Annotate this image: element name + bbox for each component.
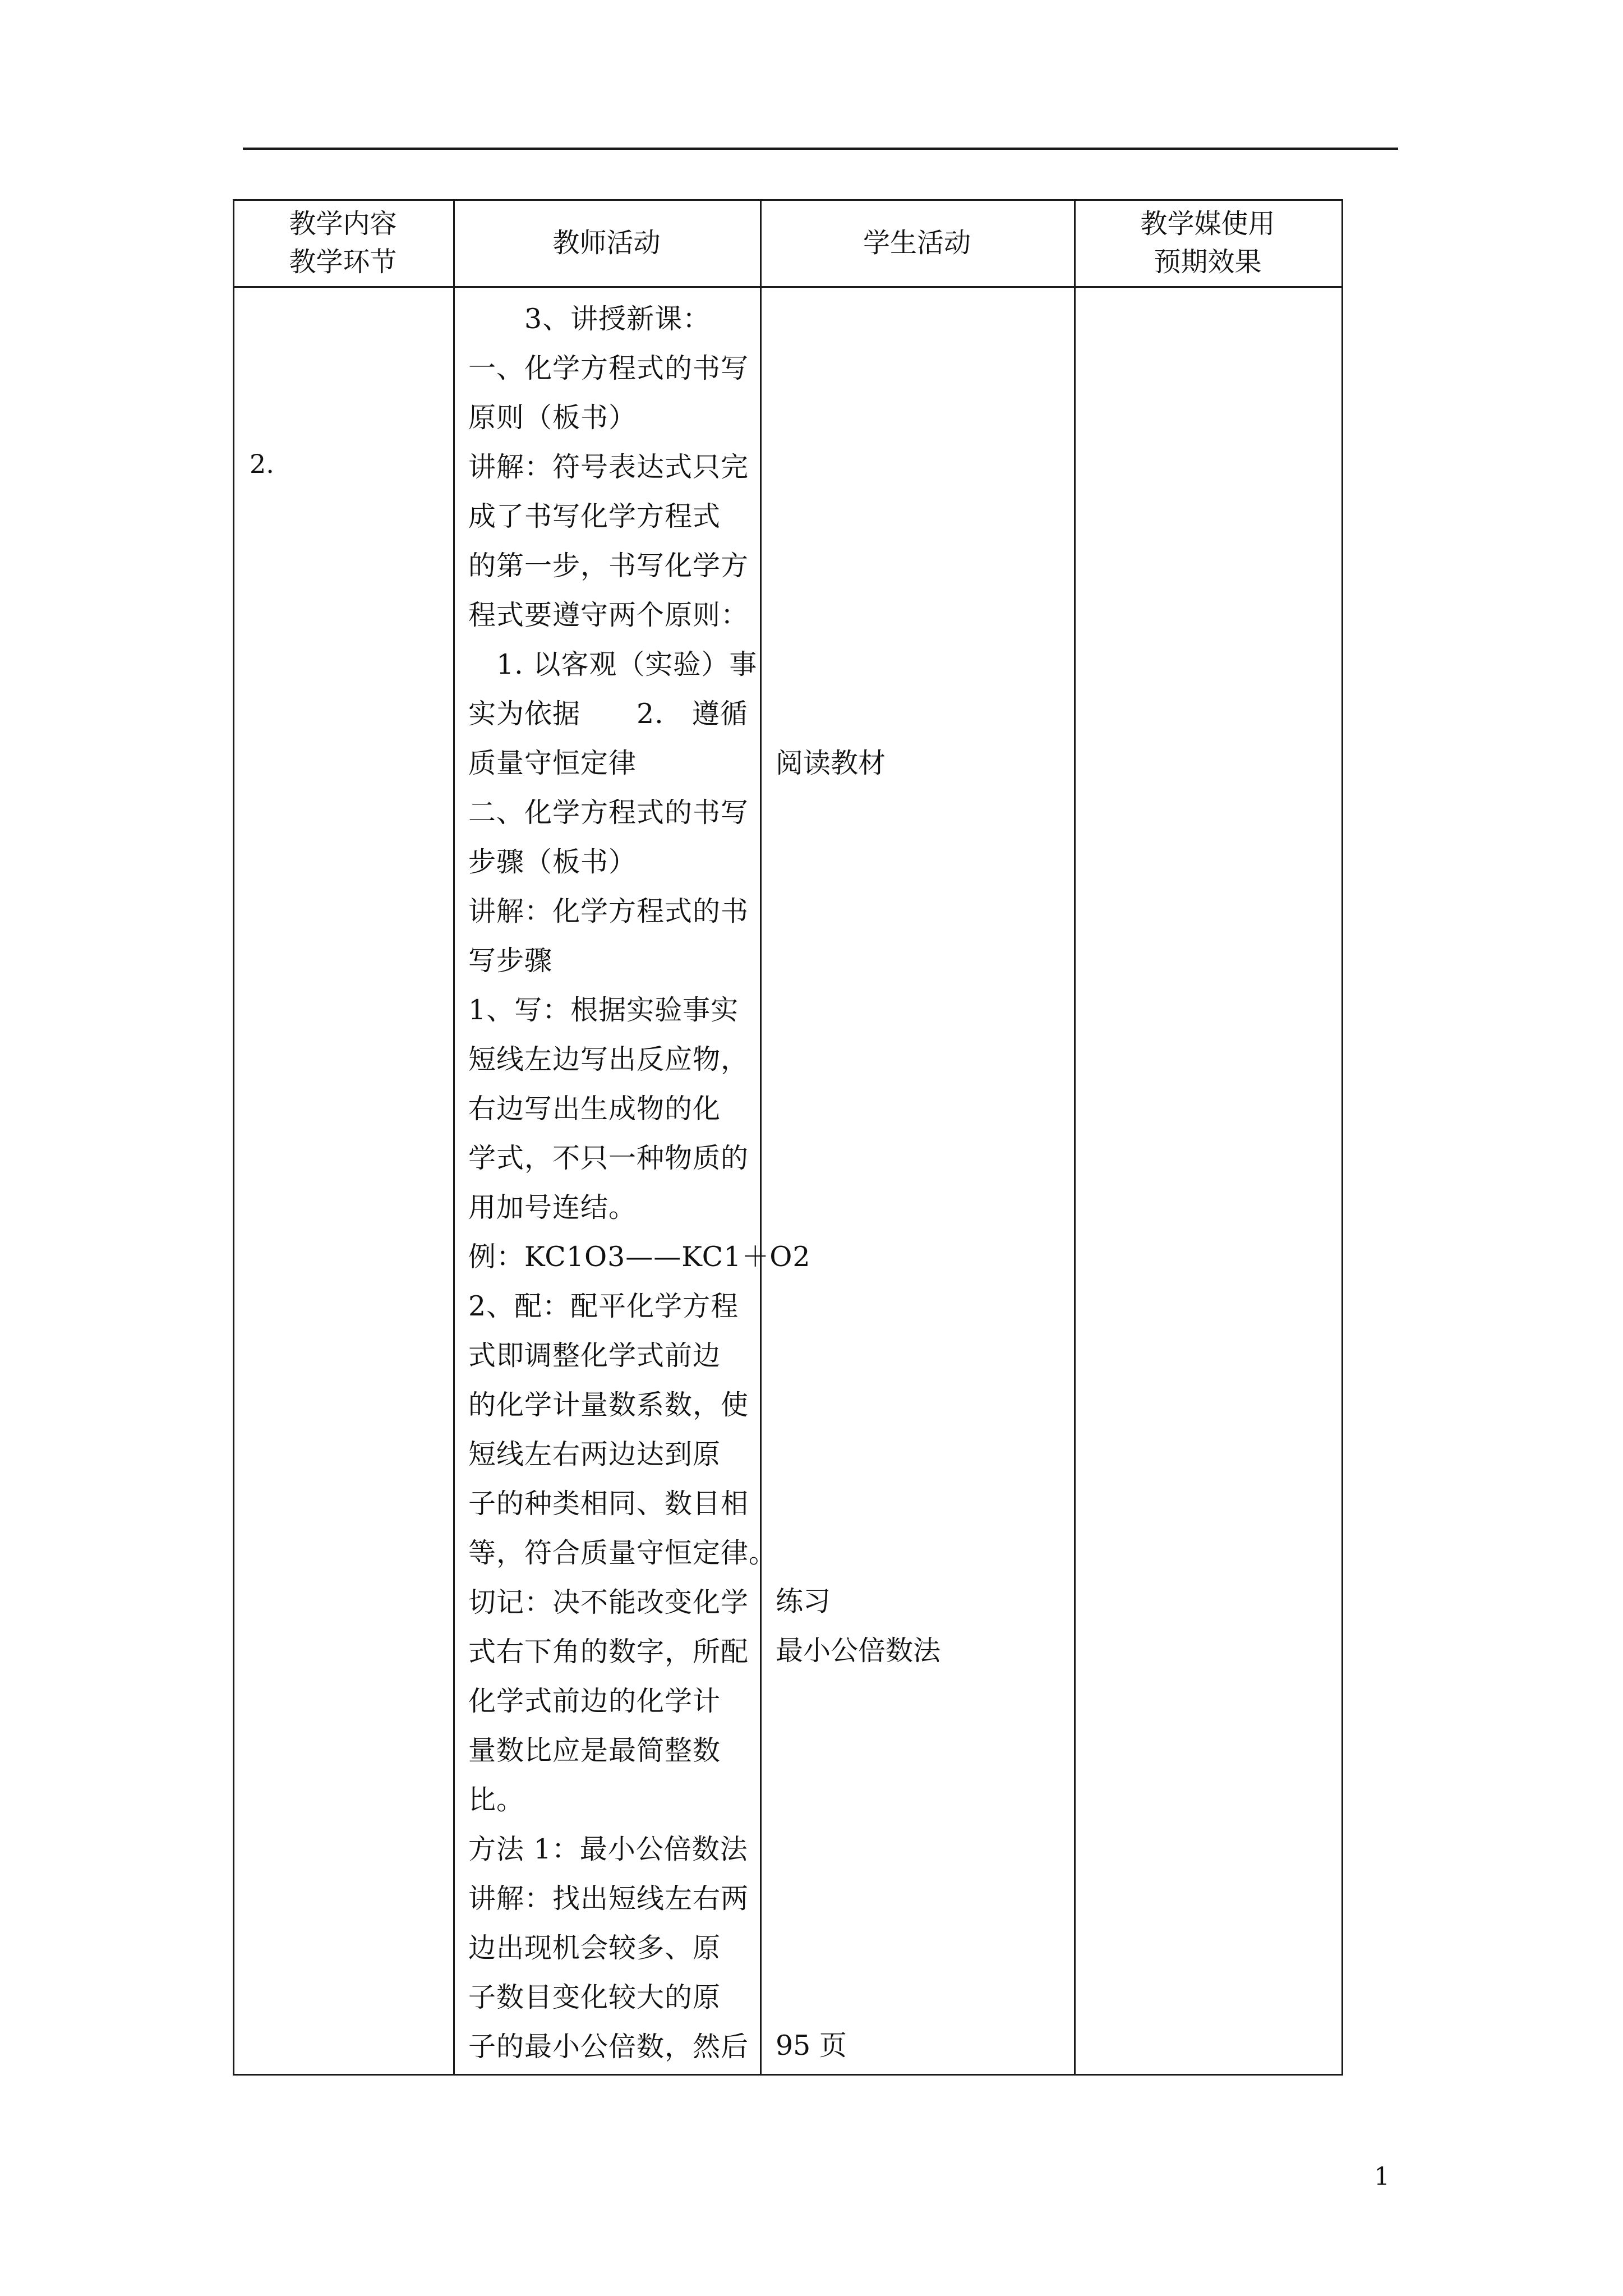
header-cell-teacher bbox=[453, 199, 760, 286]
teacher-activity-line: 式右下角的数字，所配 bbox=[468, 1636, 749, 1668]
teacher-activity-line: 方法 1：最小公倍数法 bbox=[468, 1833, 748, 1865]
header-stage-label: 教学环节 bbox=[289, 246, 397, 278]
student-practice-text: 练习 bbox=[776, 1585, 831, 1617]
teacher-activity-line: 子的最小公倍数，然后 bbox=[468, 2031, 749, 2063]
teacher-activity-line: 3、讲授新课： bbox=[468, 303, 711, 335]
table-border-bottom bbox=[233, 2074, 1343, 2076]
header-rule bbox=[243, 148, 1398, 150]
header-content-label: 教学内容 bbox=[289, 208, 397, 240]
student-activity-read bbox=[776, 739, 1056, 788]
column-divider-2 bbox=[760, 199, 762, 2076]
header-effect-label: 预期效果 bbox=[1154, 246, 1262, 278]
section-number: 2. bbox=[250, 449, 274, 479]
header-media-label: 教学媒使用 bbox=[1140, 208, 1275, 240]
teacher-activity-line: 步骤（板书） bbox=[468, 846, 637, 878]
teacher-activity-line: 右边写出生成物的化 bbox=[468, 1093, 721, 1125]
header-student-label: 学生活动 bbox=[863, 227, 971, 259]
teacher-activity-line: 子数目变化较大的原 bbox=[468, 1981, 721, 2013]
header-divider bbox=[233, 286, 1343, 288]
student-method-text: 最小公倍数法 bbox=[776, 1635, 941, 1667]
teacher-activity-line: 子的种类相同、数目相 bbox=[468, 1488, 749, 1520]
teacher-activity-line: 1. 以客观（实验）事 bbox=[468, 648, 758, 680]
lesson-plan-table bbox=[233, 199, 1343, 2076]
column-divider-3 bbox=[1074, 199, 1076, 2076]
table-border-right bbox=[1341, 199, 1343, 2076]
teacher-activity-line: 的化学计量数系数，使 bbox=[468, 1389, 749, 1421]
student-read-text: 阅读教材 bbox=[776, 747, 886, 779]
column-divider-1 bbox=[453, 199, 455, 2076]
teacher-activity-line: 讲解：找出短线左右两 bbox=[468, 1883, 749, 1915]
teacher-activity-line: 边出现机会较多、原 bbox=[468, 1932, 721, 1964]
student-activity-page bbox=[776, 2021, 1056, 2070]
teacher-activity-line: 成了书写化学方程式 bbox=[468, 500, 721, 532]
page-number: 1 bbox=[1374, 2162, 1390, 2191]
teacher-activity-line: 例：KC1O3——KC1＋O2 bbox=[468, 1241, 811, 1273]
teacher-activity-line: 2、配：配平化学方程 bbox=[468, 1290, 739, 1322]
table-border-left bbox=[233, 199, 234, 2076]
teacher-activity-line: 一、化学方程式的书写 bbox=[468, 352, 749, 384]
header-cell-student bbox=[760, 199, 1074, 286]
header-cell-content bbox=[233, 199, 453, 286]
header-teacher-label: 教师活动 bbox=[552, 227, 661, 259]
teacher-activity-line: 比。 bbox=[468, 1784, 525, 1816]
teacher-activity-line: 用加号连结。 bbox=[468, 1191, 637, 1223]
student-page-text: 95 页 bbox=[776, 2030, 847, 2062]
teacher-activity-line: 切记：决不能改变化学 bbox=[468, 1586, 749, 1618]
teacher-activity-line: 短线左右两边达到原 bbox=[468, 1438, 721, 1470]
teacher-activity-line: 量数比应是最简整数 bbox=[468, 1734, 721, 1766]
teacher-activity-line: 1、写：根据实验事实 bbox=[468, 994, 739, 1026]
teacher-activity-line: 学式，不只一种物质的 bbox=[468, 1142, 749, 1174]
teacher-activity-line: 讲解：符号表达式只完 bbox=[468, 451, 749, 483]
teacher-activity-line: 程式要遵守两个原则： bbox=[468, 599, 749, 631]
teacher-activity-line: 原则（板书） bbox=[468, 402, 637, 434]
teacher-activity-line: 二、化学方程式的书写 bbox=[468, 797, 749, 829]
teacher-activity-line: 写步骤 bbox=[468, 945, 553, 977]
header-cell-media bbox=[1074, 199, 1341, 286]
teacher-activity-line: 化学式前边的化学计 bbox=[468, 1685, 721, 1717]
teacher-activity-line: 实为依据 2. 遵循 bbox=[468, 698, 748, 730]
teacher-activity-line: 等，符合质量守恒定律。 bbox=[468, 1537, 777, 1569]
teacher-activity-line: 的第一步，书写化学方 bbox=[468, 550, 749, 582]
teacher-activity-line: 质量守恒定律 bbox=[468, 747, 637, 779]
teacher-activity-line: 讲解：化学方程式的书 bbox=[468, 895, 749, 927]
teacher-activity-line: 式即调整化学式前边 bbox=[468, 1340, 721, 1372]
student-activity-practice bbox=[776, 1577, 1056, 1676]
teacher-activity-line: 短线左边写出反应物， bbox=[468, 1043, 749, 1075]
